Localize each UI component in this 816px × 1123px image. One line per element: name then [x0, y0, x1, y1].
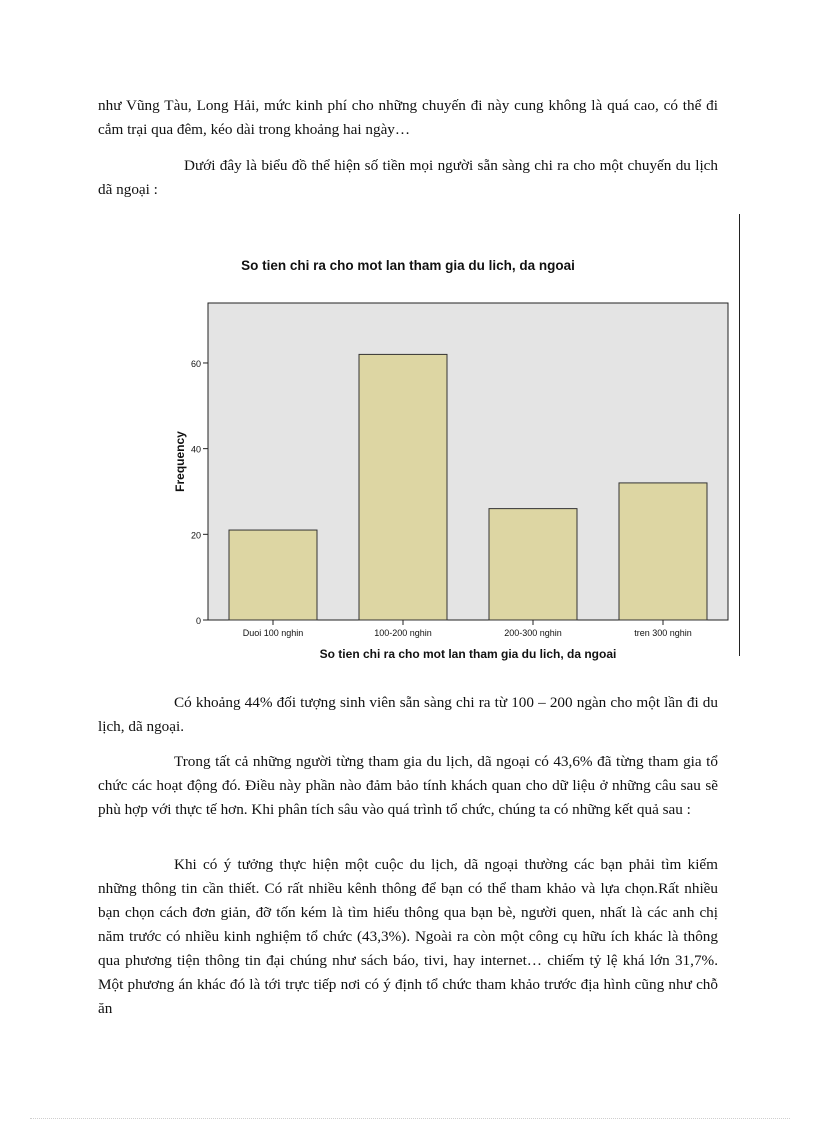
y-tick-label: 0 — [195, 616, 201, 626]
paragraph-finding-spend: Có khoảng 44% đối tượng sinh viên sẵn sàng chi ra từ 100 – 200 ngàn cho một lần đi du lịch, dã ngoại. — [98, 694, 718, 735]
y-axis-label: Frequency — [173, 431, 187, 492]
y-tick-label: 60 — [190, 358, 201, 369]
bar — [359, 354, 447, 620]
paragraph-intro: như Vũng Tàu, Long Hải, mức kinh phí cho những chuyến đi này cung không là quá cao, có thể đi cắm trại qua đêm, kéo dài trong khoảng hai ngày… — [98, 97, 718, 138]
page-footer-line — [30, 1118, 790, 1119]
x-axis-label: So tien chi ra cho mot lan tham gia du lich, da ngoai — [319, 647, 617, 661]
bar — [489, 509, 577, 620]
bar — [229, 530, 317, 620]
bar — [619, 483, 707, 620]
x-tick-label: tren 300 nghin — [634, 628, 692, 638]
paragraph-finding-organizers: Trong tất cả những người từng tham gia du lịch, dã ngoại có 43,6% đã từng tham gia tổ chức các hoạt động đó. Điều này phần nào đảm bảo tính khách quan cho dữ liệu ở những câu sau sẽ phù hợp với thực tế hơn. Khi phân tích sâu vào quá trình tổ chức, chúng ta có những kết quả sau : — [98, 753, 718, 818]
x-tick-label: 100-200 nghin — [374, 628, 432, 638]
x-tick-label: 200-300 nghin — [504, 628, 562, 638]
y-tick-label: 40 — [190, 444, 201, 455]
x-tick-label: Duoi 100 nghin — [242, 628, 304, 638]
paragraph-information-sources: Khi có ý tưởng thực hiện một cuộc du lịch, dã ngoại thường các bạn phải tìm kiếm những thông tin cần thiết. Có rất nhiều kênh thông để bạn có thể tham khảo và lựa chọn.Rất nhiều bạn chọn cách đơn giản, đỡ tốn kém là tìm hiểu thông qua bạn bè, người quen, nhất là các anh chị năm trước có nhiều kinh nghiệm tổ chức (43,3%). Ngoài ra còn một công cụ hữu ích khác là thông qua phương tiện thông tin đại chúng như sách báo, tivi, hay internet… chiếm tỷ lệ khá lớn 31,7%. Một phương án khác đó là tới trực tiếp nơi có ý định tổ chức tham khảo trước địa hình cũng như chỗ ăn — [98, 856, 718, 1017]
paragraph-chart-intro: Dưới đây là biểu đồ thể hiện số tiền mọi người sẵn sàng chi ra cho một chuyến du lịch dã ngoại : — [98, 157, 718, 198]
y-tick-label: 20 — [190, 530, 201, 541]
chart-title: So tien chi ra cho mot lan tham gia du lich, da ngoai — [241, 258, 575, 273]
